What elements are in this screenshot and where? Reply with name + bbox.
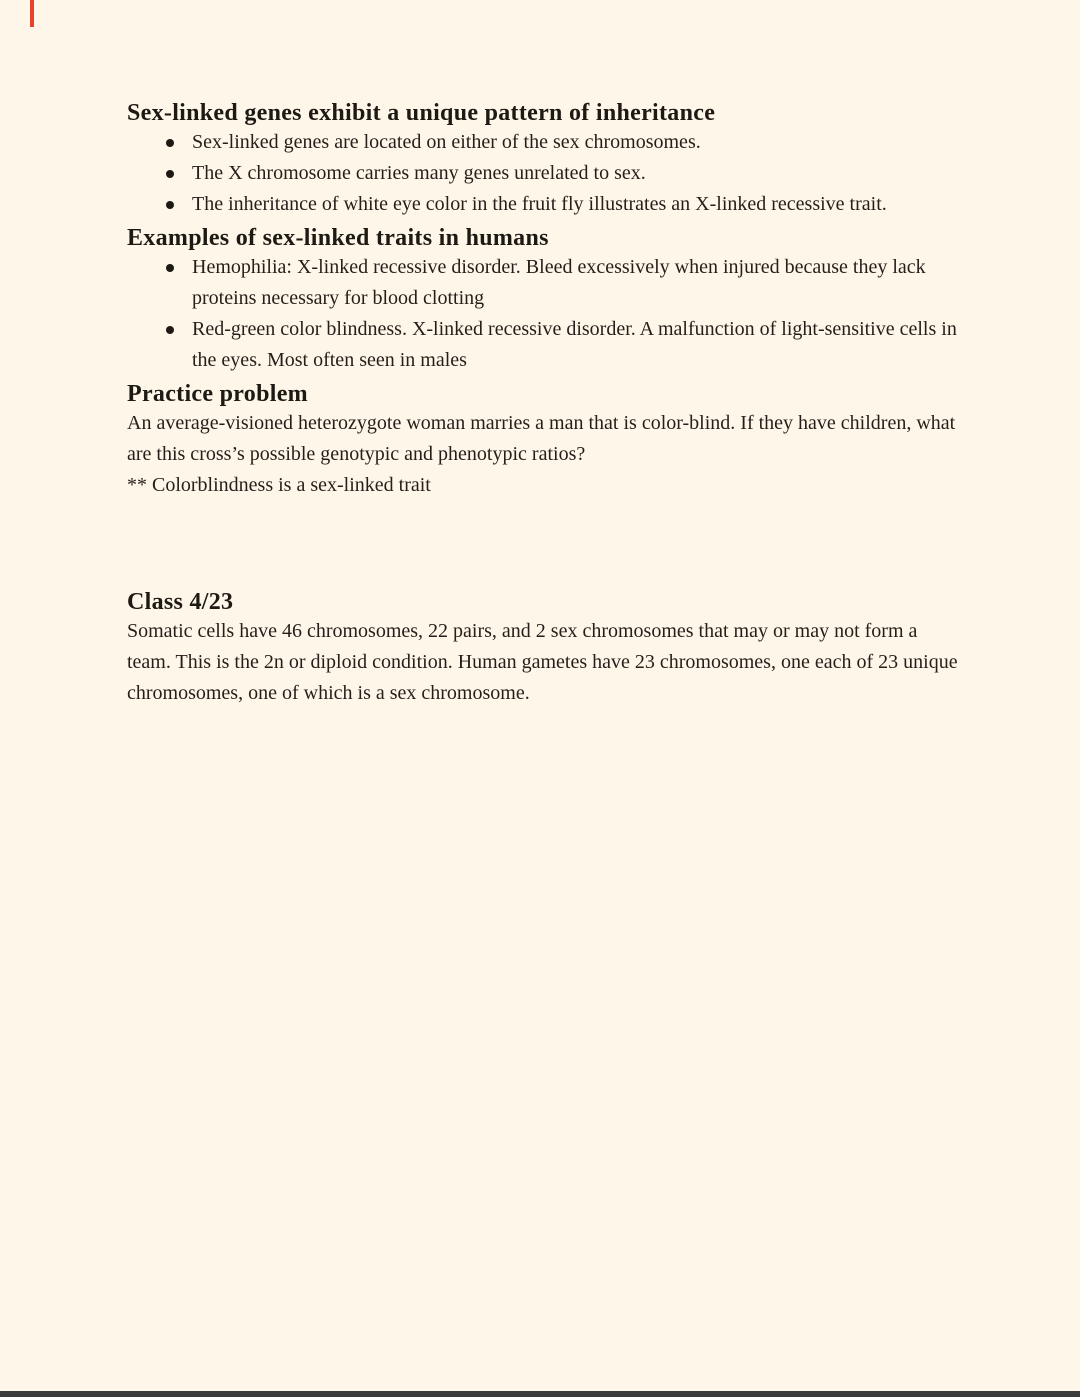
bullet-icon [166,201,174,209]
bullet-text: Sex-linked genes are located on either of the sex chromosomes. [192,131,701,153]
red-margin-mark [30,0,34,27]
paragraph-practice-problem: An average-visioned heterozygote woman marries a man that is color-blind. If they have children, what are this cross’s possible genotypic and phenotypic ratios? [127,412,956,465]
notes-content [127,100,958,709]
bullet-icon [166,326,174,334]
bullet-list-sex-linked [127,127,958,220]
note-colorblindness: ** Colorblindness is a sex-linked trait [127,474,431,496]
bullet-list-examples [127,252,958,376]
list-item [127,127,958,158]
paragraph-somatic-cells: Somatic cells have 46 chromosomes, 22 pairs, and 2 sex chromosomes that may or may not form a team. This is the 2n or diploid condition. Human gametes have 23 chromosomes, one each of 23 unique chromosomes, one of which is a sex chromosome. [127,620,958,704]
bullet-icon [166,264,174,272]
bullet-text: The X chromosome carries many genes unrelated to sex. [192,162,646,184]
list-item [127,252,958,314]
section-heading-examples-humans: Examples of sex-linked traits in humans [127,225,549,251]
section-heading-sex-linked-genes: Sex-linked genes exhibit a unique pattern of inheritance [127,100,716,126]
bullet-text: Red-green color blindness. X-linked recessive disorder. A malfunction of light-sensitive cells in the eyes. Most often seen in males [192,318,957,371]
section-heading-class-4-23: Class 4/23 [127,589,234,615]
bullet-icon [166,139,174,147]
list-item [127,158,958,189]
list-item [127,189,958,220]
section-heading-practice-problem: Practice problem [127,381,308,407]
window-bottom-edge [0,1391,1080,1397]
bullet-text: Hemophilia: X-linked recessive disorder. Bleed excessively when injured because they lack proteins necessary for blood clotting [192,256,926,309]
list-item [127,314,958,376]
bullet-icon [166,170,174,178]
bullet-text: The inheritance of white eye color in the fruit fly illustrates an X-linked recessive trait. [192,193,887,215]
